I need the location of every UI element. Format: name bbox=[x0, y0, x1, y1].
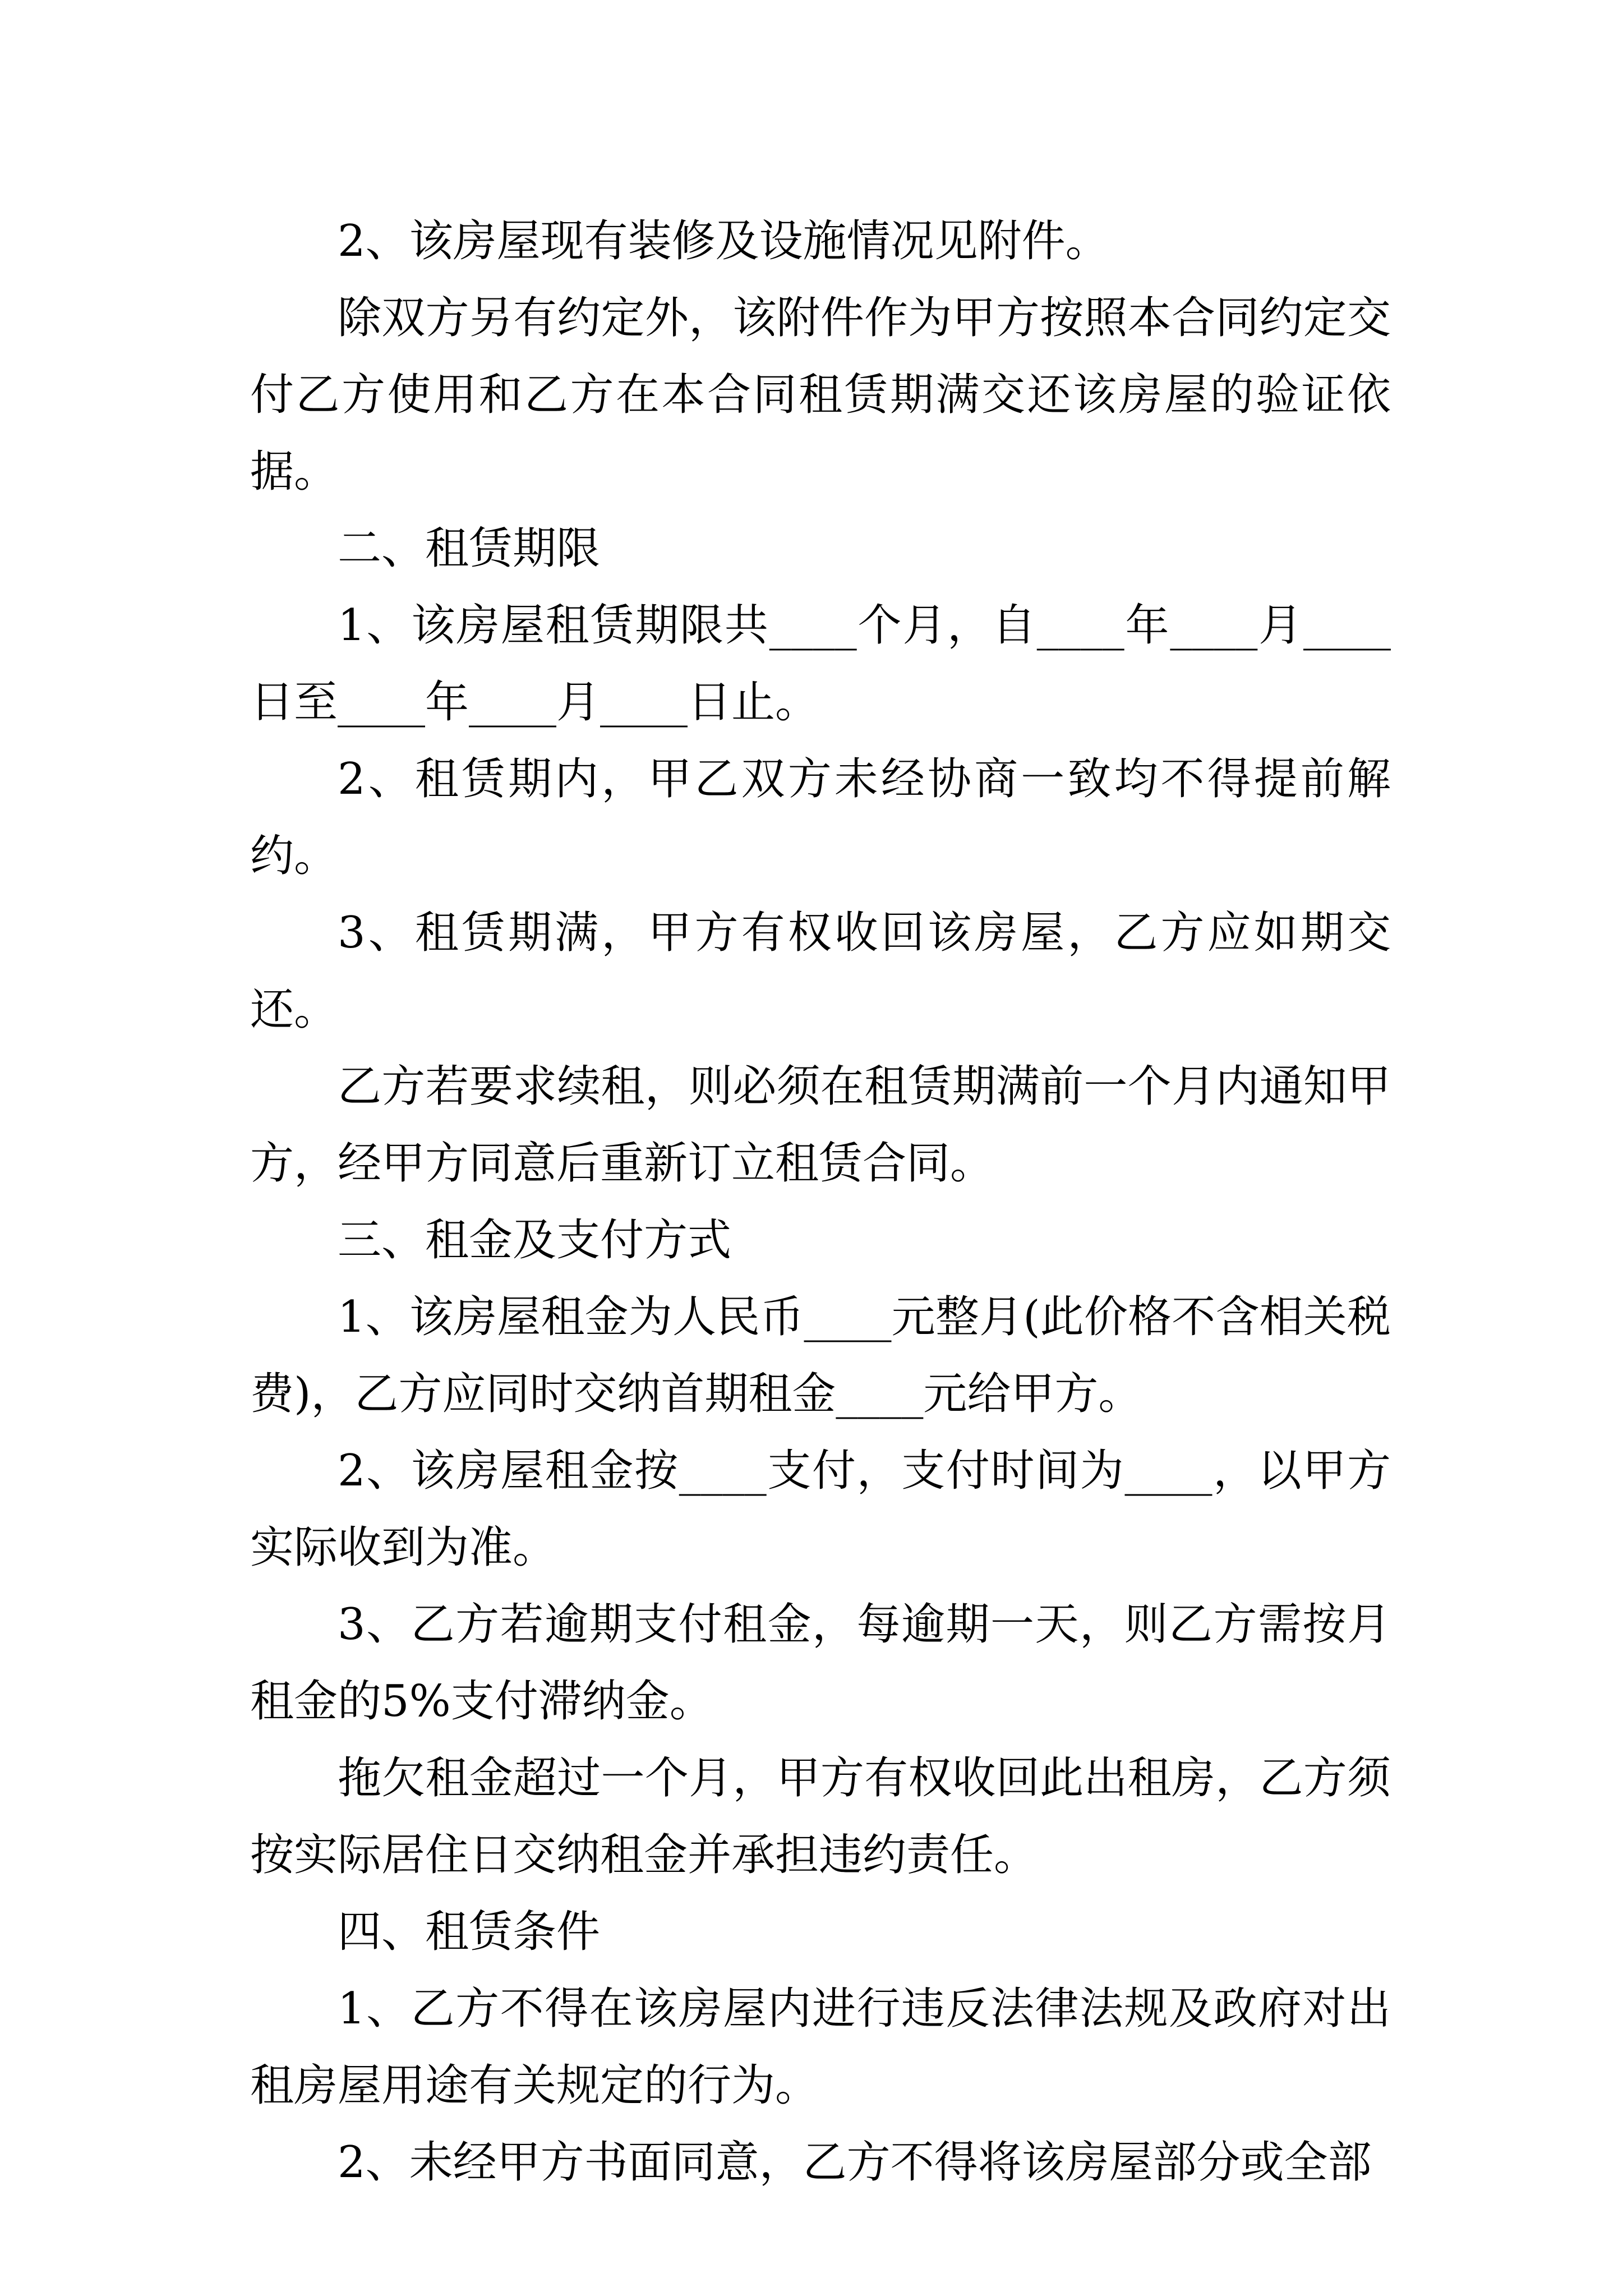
paragraph-rent-amount: 1、该房屋租金为人民币____元整月(此价格不含相关税费)，乙方应同时交纳首期租金____元给甲方。 bbox=[250, 1292, 1391, 1419]
paragraph-lease-expiry: 3、租赁期满，甲方有权收回该房屋，乙方应如期交还。 bbox=[250, 908, 1391, 1035]
paragraph-renewal: 乙方若要求续租，则必须在租赁期满前一个月内通知甲方，经甲方同意后重新订立租赁合同。 bbox=[250, 1061, 1391, 1189]
paragraph-no-early-termination: 2、租赁期内，甲乙双方未经协商一致均不得提前解约。 bbox=[250, 754, 1391, 881]
paragraph-sublease-consent: 2、未经甲方书面同意，乙方不得将该房屋部分或全部 bbox=[338, 2137, 1372, 2188]
section-heading-rent-payment: 三、租金及支付方式 bbox=[338, 1215, 732, 1266]
section-heading-lease-conditions: 四、租赁条件 bbox=[338, 1907, 601, 1957]
paragraph-lawful-use: 1、乙方不得在该房屋内进行违反法律法规及政府对出租房屋用途有关规定的行为。 bbox=[250, 1984, 1391, 2111]
section-heading-lease-term: 二、租赁期限 bbox=[338, 523, 601, 574]
paragraph-payment-schedule: 2、该房屋租金按____支付，支付时间为____，以甲方实际收到为准。 bbox=[250, 1446, 1391, 1573]
paragraph-lease-period: 1、该房屋租赁期限共____个月，自____年____月____日至____年____月____日止。 bbox=[250, 600, 1391, 728]
paragraph-arrears: 拖欠租金超过一个月，甲方有权收回此出租房，乙方须按实际居住日交纳租金并承担违约责任。 bbox=[250, 1753, 1391, 1880]
paragraph-late-fee: 3、乙方若逾期支付租金，每逾期一天，则乙方需按月租金的5%支付滞纳金。 bbox=[250, 1599, 1391, 1727]
paragraph-appendix-item: 2、该房屋现有装修及设施情况见附件。 bbox=[338, 216, 1109, 266]
document-body bbox=[250, 203, 1391, 2201]
paragraph-appendix-note: 除双方另有约定外，该附件作为甲方按照本合同约定交付乙方使用和乙方在本合同租赁期满交还该房屋的验证依据。 bbox=[250, 293, 1391, 497]
